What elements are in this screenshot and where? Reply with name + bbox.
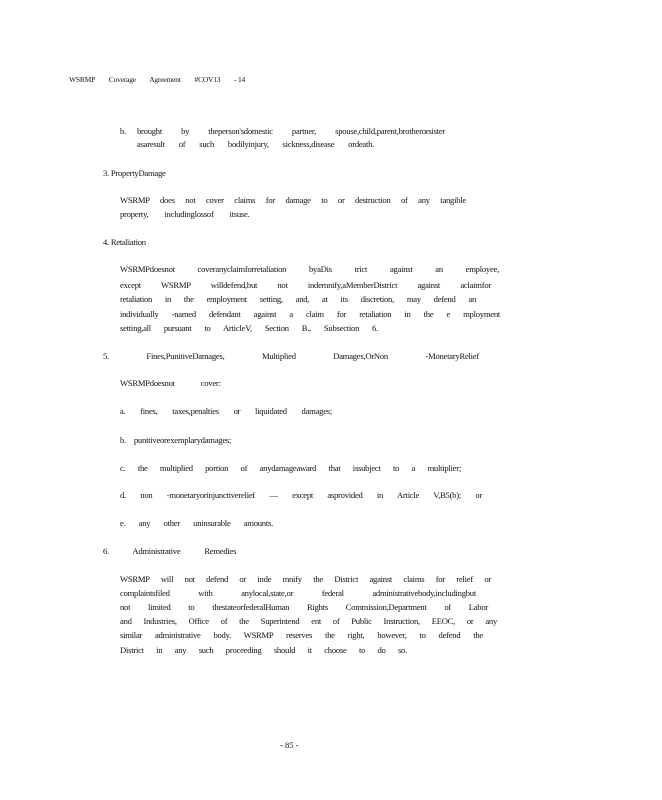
item-b-line-2: asaresult of such bodilyinjury, sickness,disease ordeath.: [137, 139, 375, 149]
page-header: [69, 75, 257, 84]
section-4-line-1: WSRMPdoesnot coveranyclaimforretaliation byaDis trict against an employee,: [120, 264, 499, 274]
header-code: #COV13: [194, 75, 221, 84]
section-5-item-d: d. non -monetaryorinjunctiverelief — except asprovided in Article V,B5(b); or: [120, 490, 482, 500]
header-coverage: Coverage: [108, 75, 136, 84]
section-4-heading: 4. Retaliation: [103, 237, 146, 247]
section-6-line-6: District in any such proceeding should it choose to do so.: [120, 645, 407, 655]
section-6-line-5: similar administrative body. WSRMP reserves the right, however, to defend the: [120, 630, 483, 640]
section-3-line-1: WSRMP does not cover claims for damage to or destruction of any tangible: [120, 195, 466, 205]
item-b-marker: b.: [120, 126, 126, 136]
section-3-heading: 3. PropertyDamage: [103, 168, 166, 178]
page-number: - 85 -: [280, 740, 299, 750]
item-b-line-1: brought by theperson'sdomestic partner, spouse,child,parent,brotherorsister: [137, 126, 445, 136]
section-6-line-4: and Industries, Office of the Superintend ent of Public Instruction, EEOC, or any: [120, 616, 497, 626]
header-agreement: Agreement: [149, 75, 181, 84]
section-6-line-1: WSRMP will not defend or inde mnify the District against claims for relief or: [120, 574, 491, 584]
section-4-line-2: except WSRMP willdefend,but not indemnify,aMemberDistrict against aclaimfor: [120, 280, 491, 290]
section-4-line-4: individually -named defendant against a claim for retaliation in the e mployment: [120, 309, 500, 319]
section-5-item-b: b. punitiveorexemplarydamages;: [120, 435, 232, 445]
section-6-heading: 6. Administrative Remedies: [103, 546, 237, 556]
section-4-line-3: retaliation in the employment setting, and, at its discretion, may defend an: [120, 294, 476, 304]
section-6-line-2: complaintsfiled with anylocal,state,or federal administrativebody,includingbut: [120, 588, 476, 598]
section-5-item-c: c. the multiplied portion of anydamageaward that issubject to a multiplier;: [120, 463, 461, 473]
header-org: WSRMP: [69, 75, 96, 84]
section-6-line-3: not limited to thestateorfederalHuman Rights Commission,Department of Labor: [120, 602, 488, 612]
section-3-line-2: property, includinglossof itsuse.: [120, 209, 250, 219]
section-4-line-5: setting,all pursuant to ArticleV, Section B., Subsection 6.: [120, 323, 378, 333]
section-5-item-a: a. fines, taxes,penalties or liquidated damages;: [120, 406, 332, 416]
section-5-intro: WSRMPdoesnot cover:: [120, 378, 221, 388]
section-5-heading: 5. Fines,PunitiveDamages, Multiplied Damages,OrNon -MonetaryRelief: [103, 351, 479, 361]
header-suffix: - 14: [233, 75, 246, 84]
section-5-item-e: e. any other uninsurable amounts.: [120, 518, 273, 528]
